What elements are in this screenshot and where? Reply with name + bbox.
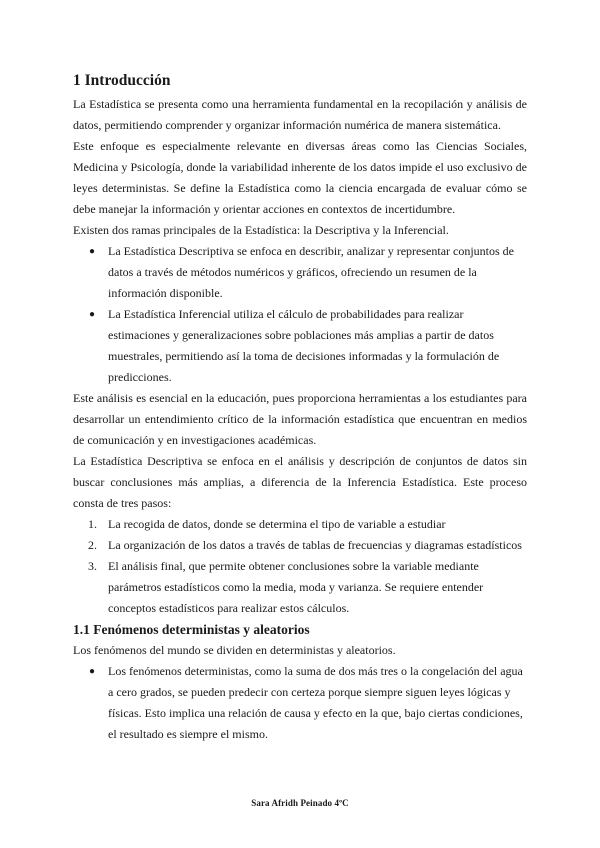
step-text: El análisis final, que permite obtener conclusiones sobre la variable mediante parámetros estadísticos como la media, moda y varianza. Se requiere entender conceptos estadísticos para realizar estos cálculos.	[108, 559, 484, 615]
step-number: 2.	[88, 538, 97, 552]
steps-list	[73, 514, 527, 619]
intro-paragraph-2: Este enfoque es especialmente relevante en diversas áreas como las Ciencias Sociales, Medicina y Psicología, donde la variabilidad inherente de los datos impide el uso exclusivo de leyes deterministas. Se define la Estadística como la ciencia encargada de evaluar cómo se debe manejar la información y orientar acciones en contextos de incertidumbre.	[73, 139, 527, 216]
list-item	[73, 661, 527, 745]
list-item	[73, 535, 527, 556]
step-number: 1.	[88, 517, 97, 531]
document-body	[73, 70, 527, 745]
phenomena-list	[73, 661, 527, 745]
education-paragraph: Este análisis es esencial en la educación, pues proporciona herramientas a los estudiantes para desarrollar un entendimiento crítico de la información estadística que encuentran en medios de comunicación y en investigaciones académicas.	[73, 391, 527, 447]
step-text: La recogida de datos, donde se determina el tipo de variable a estudiar	[108, 517, 446, 531]
list-item	[73, 304, 527, 388]
list-item	[73, 556, 527, 619]
branch-inferential-text: La Estadística Inferencial utiliza el cálculo de probabilidades para realizar estimaciones y generalizaciones sobre poblaciones más amplias a partir de datos muestrales, permitiendo así la toma de decisiones informadas y la formulación de predicciones.	[108, 307, 500, 384]
subsection-intro: Los fenómenos del mundo se dividen en deterministas y aleatorios.	[73, 643, 396, 657]
list-item	[73, 514, 527, 535]
bullet-icon: ●	[89, 246, 96, 257]
list-item	[73, 241, 527, 304]
section-title: 1 Introducción	[73, 72, 171, 89]
branches-intro: Existen dos ramas principales de la Estadística: la Descriptiva y la Inferencial.	[73, 223, 449, 237]
step-number: 3.	[88, 559, 97, 573]
branch-descriptive-text: La Estadística Descriptiva se enfoca en describir, analizar y representar conjuntos de datos a través de métodos numéricos y gráficos, ofreciendo un resumen de la información disponible.	[108, 244, 515, 300]
bullet-icon: ●	[89, 309, 96, 320]
intro-paragraph-1: La Estadística se presenta como una herramienta fundamental en la recopilación y análisis de datos, permitiendo comprender y organizar información numérica de manera sistemática.	[73, 97, 527, 132]
deterministic-text: Los fenómenos deterministas, como la suma de dos más tres o la congelación del agua a cero grados, se pueden predecir con certeza porque siempre siguen leyes lógicas y físicas. Esto implica una relación de causa y efecto en la que, bajo ciertas condiciones, el resultado es siempre el mismo.	[108, 664, 523, 741]
bullet-icon: ●	[89, 666, 96, 677]
branches-list	[73, 241, 527, 388]
page-footer: Sara Afridh Peinado 4ºC	[251, 798, 349, 808]
subsection-title: 1.1 Fenómenos deterministas y aleatorios	[73, 622, 310, 637]
descriptive-paragraph: La Estadística Descriptiva se enfoca en el análisis y descripción de conjuntos de datos sin buscar conclusiones más amplias, a diferencia de la Inferencia Estadística. Este proceso consta de tres pasos:	[73, 454, 527, 510]
step-text: La organización de los datos a través de tablas de frecuencias y diagramas estadísticos	[108, 538, 522, 552]
